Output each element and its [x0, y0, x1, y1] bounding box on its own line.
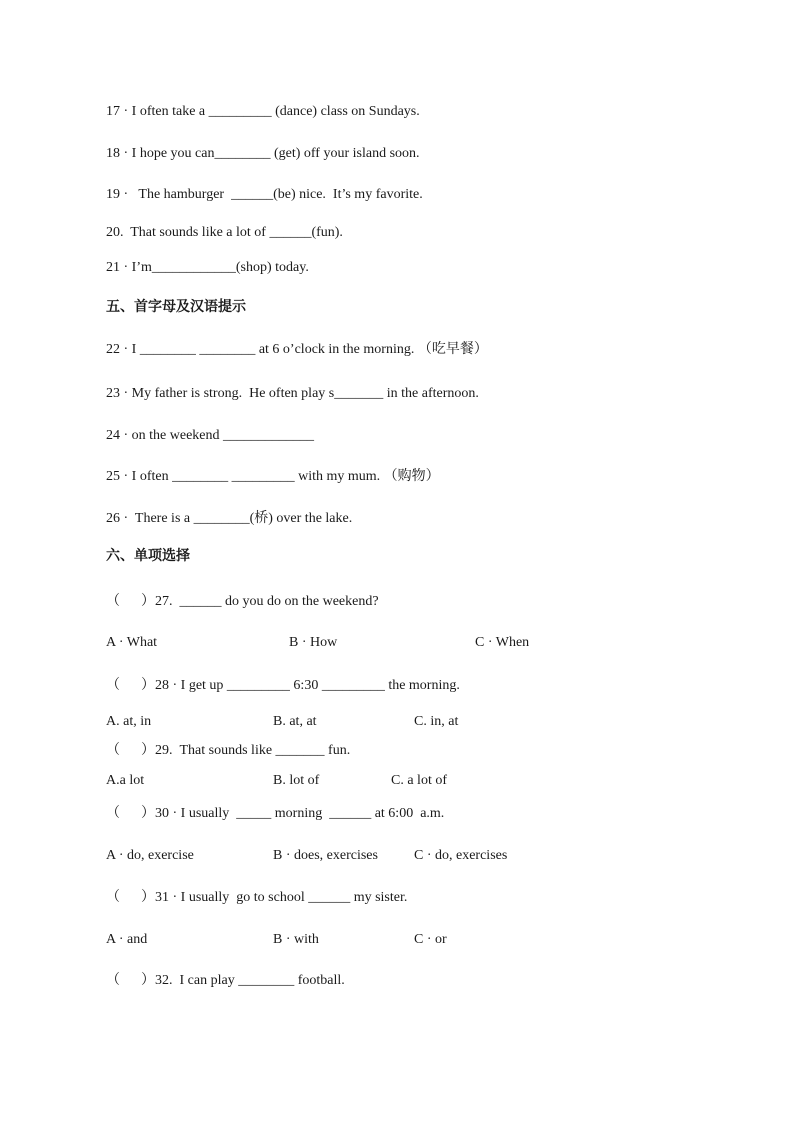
question-20: 20. That sounds like a lot of ______(fun).	[106, 225, 343, 240]
question-29-option-b: B. lot of	[273, 773, 320, 788]
question-30-option-b: B · does, exercises	[273, 848, 378, 863]
question-22: 22 · I ________ ________ at 6 o’clock in the morning. （吃早餐）	[106, 342, 488, 357]
question-26: 26 · There is a ________(桥) over the lake.	[106, 511, 353, 526]
section-5-heading: 五、首字母及汉语提示	[106, 299, 246, 315]
question-23: 23 · My father is strong. He often play s_______ in the afternoon.	[106, 386, 479, 401]
question-21: 21 · I’m____________(shop) today.	[106, 260, 309, 275]
question-28-stem: （ ）28 · I get up _________ 6:30 _________ the morning.	[106, 678, 460, 693]
question-18: 18 · I hope you can________ (get) off your island soon.	[106, 146, 420, 161]
question-27-option-c: C · When	[475, 635, 530, 650]
question-28-option-a: A. at, in	[106, 714, 152, 729]
question-27-stem: （ ）27. ______ do you do on the weekend?	[106, 594, 379, 609]
question-29-option-a: A.a lot	[106, 773, 145, 788]
question-29-stem: （ ）29. That sounds like _______ fun.	[106, 743, 351, 758]
question-27-option-a: A · What	[106, 635, 158, 650]
question-31-option-c: C · or	[414, 932, 447, 947]
section-6-heading: 六、单项选择	[106, 548, 190, 564]
question-29-option-c: C. a lot of	[391, 773, 447, 788]
question-25: 25 · I often ________ _________ with my mum. （购物）	[106, 469, 440, 484]
question-31-stem: （ ）31 · I usually go to school ______ my sister.	[106, 890, 408, 905]
question-28-option-b: B. at, at	[273, 714, 317, 729]
question-31-option-a: A · and	[106, 932, 148, 947]
question-30-option-c: C · do, exercises	[414, 848, 508, 863]
question-30-option-a: A · do, exercise	[106, 848, 194, 863]
question-27-option-b: B · How	[289, 635, 338, 650]
question-17: 17 · I often take a _________ (dance) class on Sundays.	[106, 104, 420, 119]
question-31-option-b: B · with	[273, 932, 319, 947]
question-28-option-c: C. in, at	[414, 714, 459, 729]
question-24: 24 · on the weekend _____________	[106, 428, 315, 443]
question-32-stem: （ ）32. I can play ________ football.	[106, 973, 345, 988]
question-30-stem: （ ）30 · I usually _____ morning ______ at 6:00 a.m.	[106, 806, 445, 821]
question-19: 19 · The hamburger ______(be) nice. It’s my favorite.	[106, 187, 423, 202]
